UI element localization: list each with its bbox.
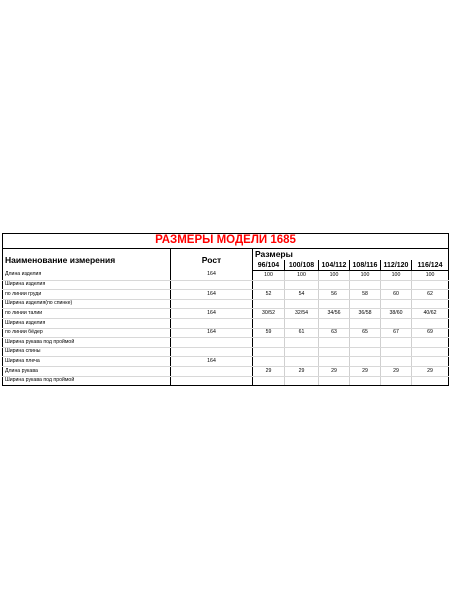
height-value: 164 xyxy=(171,271,253,281)
size-value: 100 xyxy=(285,271,319,281)
size-value: 29 xyxy=(412,366,449,376)
size-value: 52 xyxy=(253,290,285,300)
measurement-name: Ширина рукава под проймой xyxy=(3,376,171,386)
size-col-header: 100/108 xyxy=(285,260,319,271)
size-value xyxy=(381,299,412,309)
size-value xyxy=(253,318,285,328)
size-table xyxy=(2,233,449,386)
size-value xyxy=(412,376,449,386)
measurement-name: по линии талии xyxy=(3,309,171,319)
table-title: РАЗМЕРЫ МОДЕЛИ 1685 xyxy=(3,234,449,249)
size-value: 100 xyxy=(319,271,350,281)
measurement-name: Ширина изделия xyxy=(3,280,171,290)
size-value xyxy=(285,280,319,290)
size-value: 54 xyxy=(285,290,319,300)
table-row xyxy=(3,309,449,319)
size-value xyxy=(253,280,285,290)
size-value: 32/54 xyxy=(285,309,319,319)
size-value xyxy=(319,357,350,367)
size-value xyxy=(381,347,412,357)
size-value xyxy=(319,299,350,309)
size-value xyxy=(285,347,319,357)
measurement-name: Ширина спины xyxy=(3,347,171,357)
size-value xyxy=(285,357,319,367)
size-value: 36/58 xyxy=(350,309,381,319)
measurement-name: по линии бёдер xyxy=(3,328,171,338)
size-value xyxy=(412,357,449,367)
height-value xyxy=(171,338,253,348)
size-col-header: 112/120 xyxy=(381,260,412,271)
size-value xyxy=(350,376,381,386)
size-value xyxy=(381,357,412,367)
header-sizes: Размеры xyxy=(253,249,319,261)
height-value xyxy=(171,280,253,290)
size-value xyxy=(253,299,285,309)
measurement-name: Длина рукава xyxy=(3,366,171,376)
header-spacer xyxy=(319,249,350,261)
measurement-name: Длина изделия xyxy=(3,271,171,281)
height-value: 164 xyxy=(171,309,253,319)
size-value xyxy=(319,338,350,348)
table-row xyxy=(3,376,449,386)
size-value: 61 xyxy=(285,328,319,338)
table-row xyxy=(3,290,449,300)
height-value xyxy=(171,347,253,357)
size-value xyxy=(381,338,412,348)
size-value xyxy=(350,318,381,328)
table-row xyxy=(3,271,449,281)
size-value: 40/62 xyxy=(412,309,449,319)
size-value xyxy=(412,318,449,328)
size-value xyxy=(412,280,449,290)
size-value: 100 xyxy=(381,271,412,281)
header-spacer xyxy=(350,249,381,261)
size-value xyxy=(381,280,412,290)
size-value: 59 xyxy=(253,328,285,338)
size-value xyxy=(285,318,319,328)
size-value xyxy=(350,280,381,290)
size-value xyxy=(350,338,381,348)
size-value: 58 xyxy=(350,290,381,300)
size-value xyxy=(319,318,350,328)
height-value: 164 xyxy=(171,328,253,338)
size-value xyxy=(412,299,449,309)
size-value xyxy=(253,376,285,386)
size-value: 67 xyxy=(381,328,412,338)
size-value: 34/56 xyxy=(319,309,350,319)
table-row xyxy=(3,318,449,328)
size-value xyxy=(350,299,381,309)
size-value: 100 xyxy=(350,271,381,281)
height-value xyxy=(171,299,253,309)
size-col-header: 108/116 xyxy=(350,260,381,271)
size-value: 100 xyxy=(412,271,449,281)
header-name: Наименование измерения xyxy=(3,249,171,271)
size-value xyxy=(381,318,412,328)
size-value: 30/52 xyxy=(253,309,285,319)
measurement-name: Ширина плеча xyxy=(3,357,171,367)
size-value xyxy=(350,357,381,367)
size-chart xyxy=(2,233,448,386)
size-value xyxy=(253,338,285,348)
size-value xyxy=(253,347,285,357)
table-row xyxy=(3,299,449,309)
size-value: 29 xyxy=(253,366,285,376)
header-spacer xyxy=(381,249,412,261)
measurement-name: Ширина изделия xyxy=(3,318,171,328)
measurement-name: Ширина изделия(по спинке) xyxy=(3,299,171,309)
height-value xyxy=(171,376,253,386)
size-col-header: 96/104 xyxy=(253,260,285,271)
header-spacer xyxy=(412,249,449,261)
size-value xyxy=(381,376,412,386)
height-value xyxy=(171,318,253,328)
size-value xyxy=(285,338,319,348)
size-value: 56 xyxy=(319,290,350,300)
size-value: 29 xyxy=(350,366,381,376)
size-value xyxy=(319,280,350,290)
table-row xyxy=(3,357,449,367)
size-value: 100 xyxy=(253,271,285,281)
measurement-name: по линии груди xyxy=(3,290,171,300)
size-value: 63 xyxy=(319,328,350,338)
size-value xyxy=(412,338,449,348)
size-value: 38/60 xyxy=(381,309,412,319)
header-height: Рост xyxy=(171,249,253,271)
size-value xyxy=(319,376,350,386)
size-value: 69 xyxy=(412,328,449,338)
height-value xyxy=(171,366,253,376)
height-value: 164 xyxy=(171,357,253,367)
size-value xyxy=(285,299,319,309)
size-value xyxy=(412,347,449,357)
table-row xyxy=(3,280,449,290)
table-row xyxy=(3,347,449,357)
table-row xyxy=(3,338,449,348)
size-value: 62 xyxy=(412,290,449,300)
table-row xyxy=(3,366,449,376)
size-value: 29 xyxy=(285,366,319,376)
size-value xyxy=(285,376,319,386)
size-value xyxy=(253,357,285,367)
size-value: 60 xyxy=(381,290,412,300)
size-value: 29 xyxy=(381,366,412,376)
height-value: 164 xyxy=(171,290,253,300)
size-value: 29 xyxy=(319,366,350,376)
table-row xyxy=(3,328,449,338)
size-value: 65 xyxy=(350,328,381,338)
size-value xyxy=(319,347,350,357)
measurement-name: Ширина рукава под проймой xyxy=(3,338,171,348)
size-value xyxy=(350,347,381,357)
size-col-header: 116/124 xyxy=(412,260,449,271)
size-col-header: 104/112 xyxy=(319,260,350,271)
